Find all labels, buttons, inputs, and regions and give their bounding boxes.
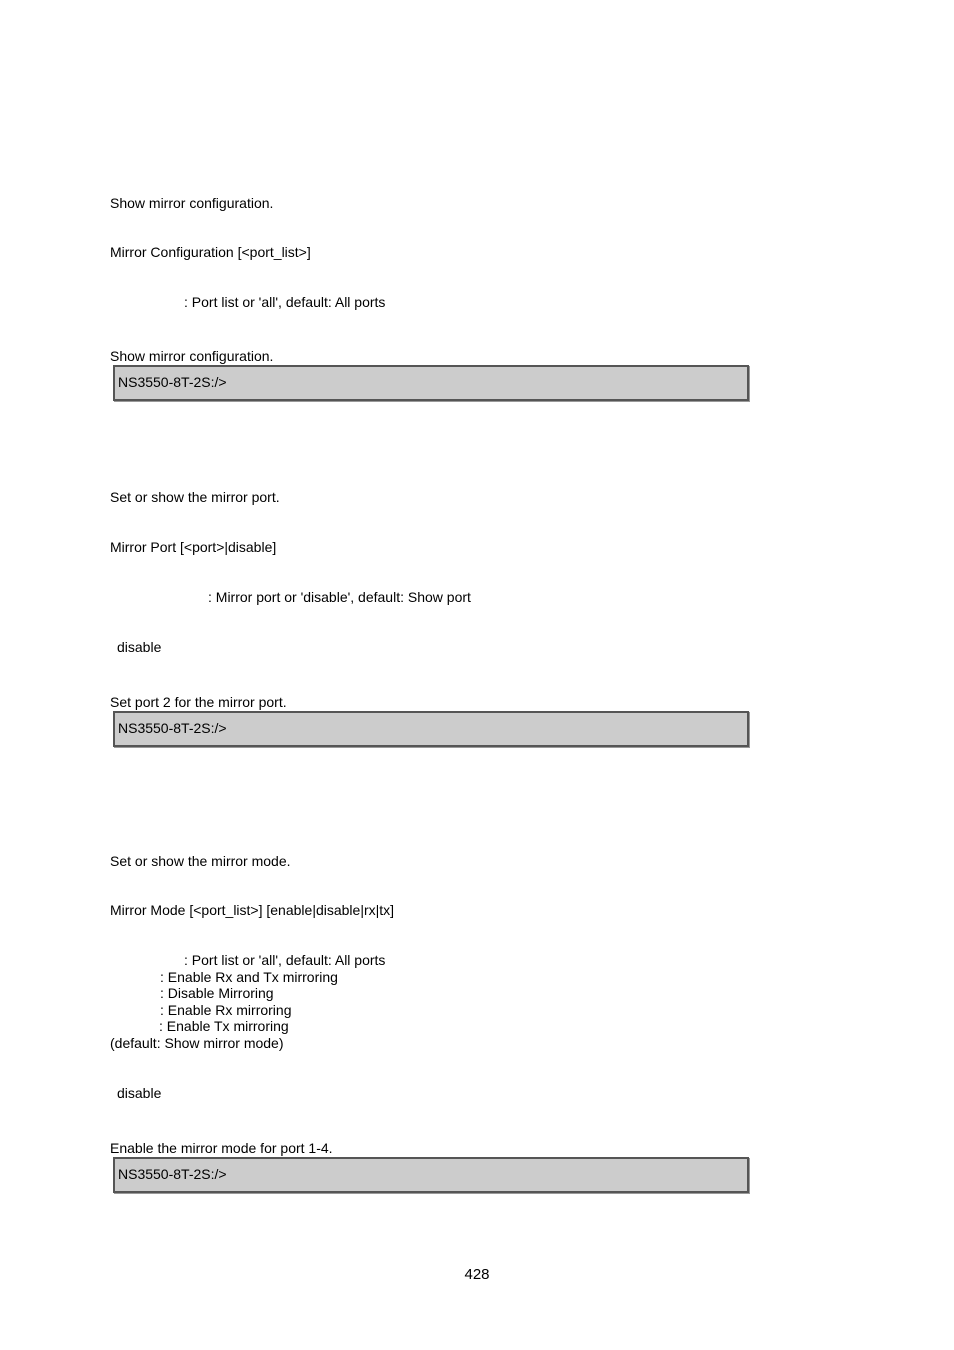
section1-syntax: Mirror Configuration [<port_list>] [110, 244, 311, 260]
section2-example-box [113, 711, 749, 747]
section3-param-tx: : Enable Tx mirroring [159, 1018, 289, 1034]
section2-param-port: : Mirror port or 'disable', default: Show port [208, 589, 471, 605]
section3-param-port-list: : Port list or 'all', default: All ports [184, 952, 386, 968]
section3-example-box [113, 1157, 749, 1193]
section2-description: Set or show the mirror port. [110, 489, 280, 505]
section3-prompt: NS3550-8T-2S:/> [118, 1166, 227, 1182]
section3-param-disable: disable [117, 1085, 162, 1101]
section1-description: Show mirror configuration. [110, 195, 274, 211]
section1-prompt: NS3550-8T-2S:/> [118, 374, 227, 390]
page-number: 428 [464, 1266, 490, 1283]
section1-param-port-list: : Port list or 'all', default: All ports [184, 294, 386, 310]
section1-example-caption: Show mirror configuration. [110, 348, 274, 364]
section3-param-enable: : Enable Rx and Tx mirroring [160, 969, 338, 985]
section3-param-rx: : Enable Rx mirroring [160, 1002, 292, 1018]
section3-param-default: (default: Show mirror mode) [110, 1035, 284, 1051]
section2-example-caption: Set port 2 for the mirror port. [110, 694, 287, 710]
section2-syntax: Mirror Port [<port>|disable] [110, 539, 277, 555]
section3-example-caption: Enable the mirror mode for port 1-4. [110, 1140, 333, 1156]
section2-param-disable: disable [117, 639, 162, 655]
section3-syntax: Mirror Mode [<port_list>] [enable|disable|rx|tx] [110, 902, 395, 918]
section3-description: Set or show the mirror mode. [110, 853, 291, 869]
section3-param-disable-mode: : Disable Mirroring [160, 985, 274, 1001]
section2-prompt: NS3550-8T-2S:/> [118, 720, 227, 736]
section1-example-box [113, 365, 749, 401]
